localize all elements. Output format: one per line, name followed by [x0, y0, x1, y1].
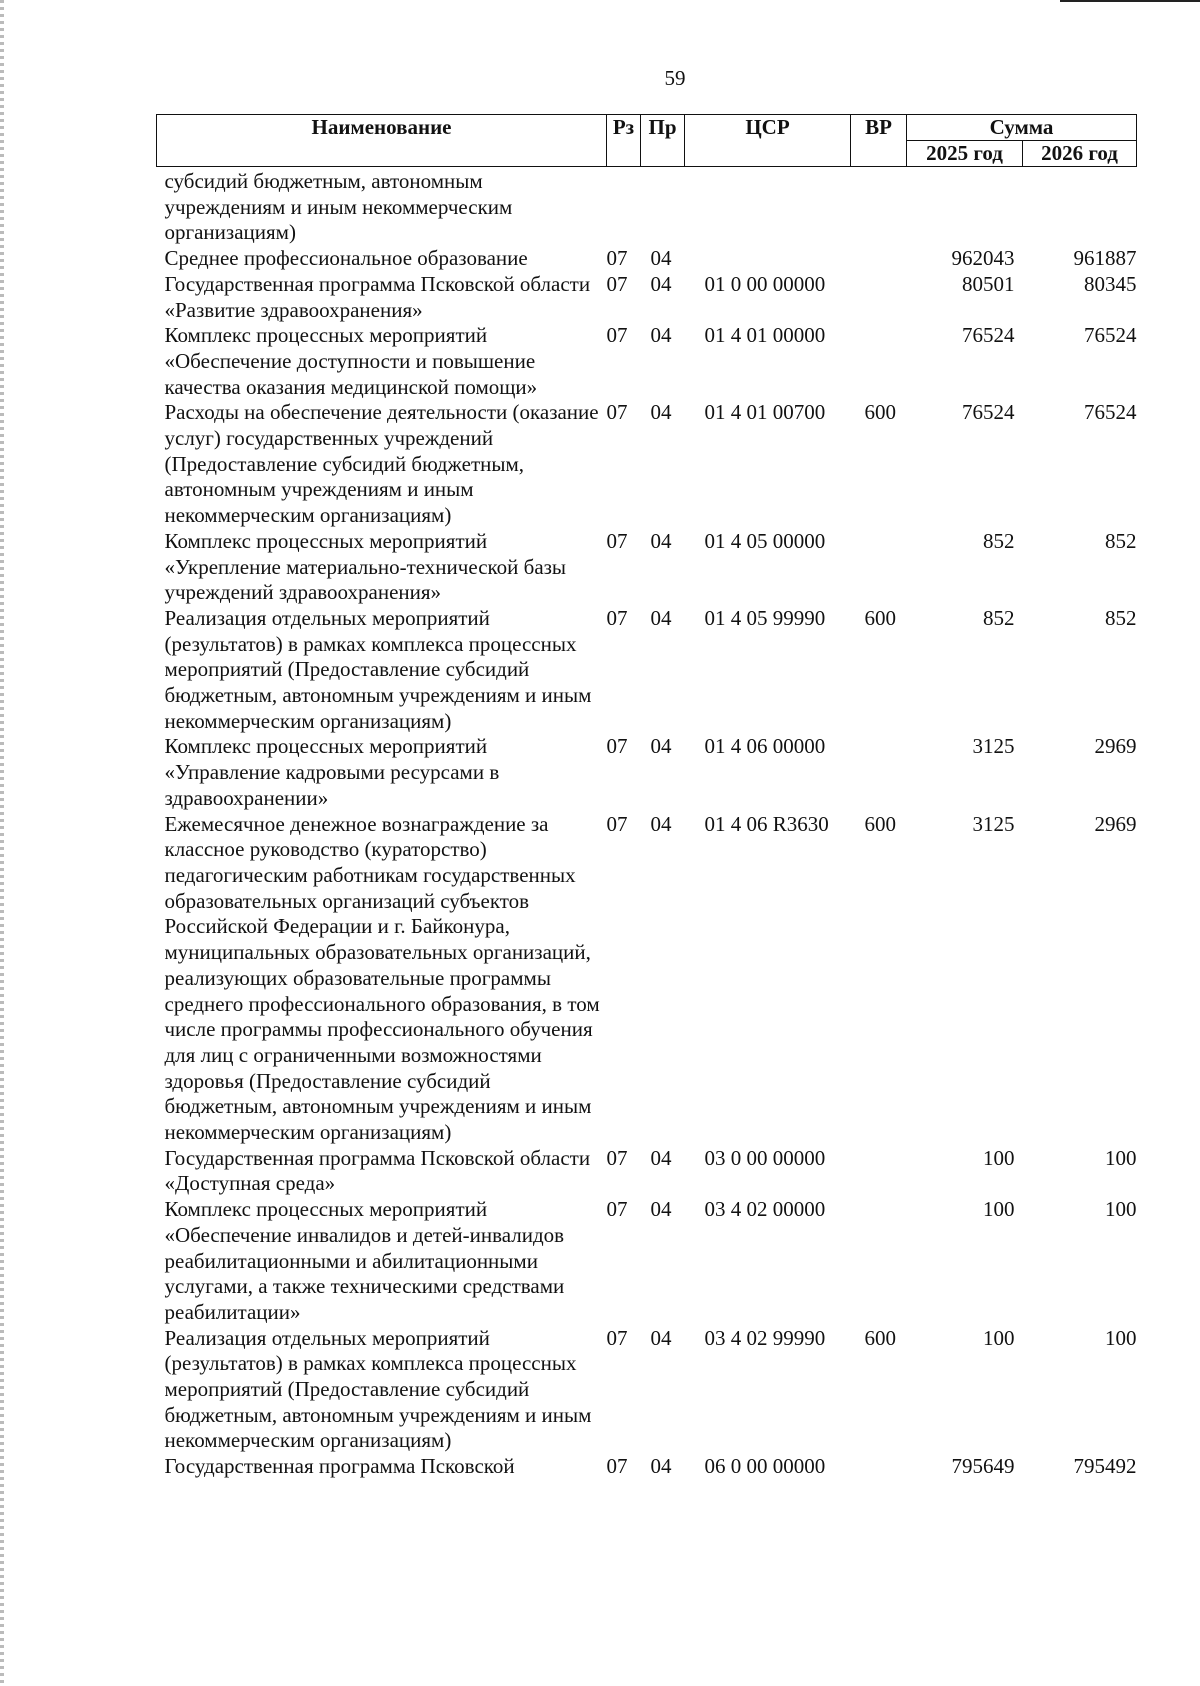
row-rz: 07	[606, 246, 628, 271]
row-csr	[685, 167, 851, 247]
row-csr: 01 4 01 00700	[704, 400, 826, 425]
row-name: Реализация отдельных мероприятий (результатов) в рамках комплекса процессных мероприятий (Предоставление субсидий бюджетным, автономным учреждениям и иным некоммерческим организациям)	[164, 1325, 592, 1453]
row-name: Ежемесячное денежное вознаграждение за классное руководство (кураторство) педагогическим работникам государственных образовательных организаций субъектов Российской Федерации и г. Байконура, муниципальных образовательных организаций, реализующих образовательные программы среднего профессионального образования, в том числе программы профессионального обучения для лиц с ограниченными возможностями здоровья (Предоставление субсидий бюджетным, автономным учреждениям и иным некоммерческим организациям)	[164, 811, 600, 1145]
row-name: Государственная программа Псковской	[164, 1454, 515, 1479]
row-sum-2025: 3125	[972, 811, 1015, 836]
table-header	[157, 115, 1137, 167]
row-csr	[685, 246, 851, 272]
row-pr: 04	[650, 246, 672, 271]
row-name: Реализация отдельных мероприятий (результатов) в рамках комплекса процессных мероприятий (Предоставление субсидий бюджетным, автономным учреждениям и иным некоммерческим организациям)	[164, 605, 592, 733]
row-sum-2025: 100	[983, 1325, 1015, 1350]
row-vr	[851, 167, 907, 247]
table-row	[157, 1146, 1137, 1197]
row-sum-2025: 852	[983, 528, 1015, 553]
row-sum-2026: 100	[1105, 1325, 1137, 1350]
header-csr: ЦСР	[685, 115, 851, 167]
table-row	[157, 1454, 1137, 1480]
header-name: Наименование	[157, 115, 607, 167]
row-rz: 07	[606, 605, 628, 630]
row-sum-2026: 76524	[1084, 323, 1137, 348]
row-rz	[607, 167, 641, 247]
row-name: Комплекс процессных мероприятий «Укрепление материально-технической базы учреждений здравоохранения»	[164, 528, 567, 605]
scan-artifact-line	[1060, 0, 1200, 2]
budget-table	[156, 114, 1137, 1480]
row-sum-2026: 100	[1105, 1197, 1137, 1222]
row-name: Комплекс процессных мероприятий «Обеспечение доступности и повышение качества оказания медицинской помощи»	[164, 323, 538, 399]
header-year-2025: 2025 год	[907, 141, 1023, 167]
row-vr: 600	[864, 1325, 896, 1350]
row-name: Государственная программа Псковской области «Доступная среда»	[164, 1145, 591, 1196]
row-vr	[851, 1146, 907, 1197]
row-name: субсидий бюджетным, автономным учреждениям и иным некоммерческим организациям)	[164, 169, 513, 245]
row-rz: 07	[606, 1197, 628, 1222]
row-vr	[851, 272, 907, 323]
row-csr: 01 0 00 00000	[704, 271, 826, 296]
header-rz: Рз	[607, 115, 641, 167]
row-sum-2026: 76524	[1084, 400, 1137, 425]
row-rz: 07	[606, 811, 628, 836]
row-vr	[851, 529, 907, 606]
row-pr: 04	[650, 323, 672, 348]
row-csr: 03 4 02 99990	[704, 1325, 826, 1350]
row-sum-2025: 795649	[951, 1454, 1015, 1479]
row-rz: 07	[606, 1454, 628, 1479]
row-sum-2026: 795492	[1073, 1454, 1137, 1479]
row-sum-2026: 2969	[1094, 811, 1137, 836]
row-name: Государственная программа Псковской области «Развитие здравоохранения»	[164, 271, 591, 322]
row-sum-2026	[1023, 167, 1137, 247]
row-rz: 07	[606, 271, 628, 296]
table-row	[157, 812, 1137, 1146]
row-csr: 03 0 00 00000	[704, 1145, 826, 1170]
row-sum-2026: 2969	[1094, 734, 1137, 759]
row-sum-2025: 100	[983, 1197, 1015, 1222]
row-sum-2026: 961887	[1073, 246, 1137, 271]
row-rz: 07	[606, 734, 628, 759]
row-pr: 04	[650, 271, 672, 296]
row-csr: 01 4 06 R3630	[704, 811, 829, 836]
row-vr	[851, 1197, 907, 1326]
row-sum-2025	[907, 167, 1023, 247]
row-sum-2025: 100	[983, 1145, 1015, 1170]
row-sum-2026: 852	[1105, 605, 1137, 630]
row-rz: 07	[606, 323, 628, 348]
row-vr	[851, 323, 907, 400]
table-row	[157, 400, 1137, 529]
row-rz: 07	[606, 400, 628, 425]
row-sum-2026: 852	[1105, 528, 1137, 553]
row-vr	[851, 246, 907, 272]
table-row	[157, 323, 1137, 400]
row-csr: 03 4 02 00000	[704, 1197, 826, 1222]
row-sum-2025: 3125	[972, 734, 1015, 759]
row-pr: 04	[650, 605, 672, 630]
row-vr: 600	[864, 400, 896, 425]
table-body	[157, 167, 1137, 1480]
row-rz: 07	[606, 1325, 628, 1350]
table-row	[157, 1326, 1137, 1455]
header-pr: Пр	[641, 115, 685, 167]
table-row	[157, 734, 1137, 811]
row-csr: 01 4 05 99990	[704, 605, 826, 630]
table-row	[157, 529, 1137, 606]
row-rz: 07	[606, 528, 628, 553]
table-row	[157, 1197, 1137, 1326]
table-row	[157, 246, 1137, 272]
row-name: Комплекс процессных мероприятий «Управление кадровыми ресурсами в здравоохранении»	[164, 734, 500, 810]
row-sum-2025: 80501	[962, 271, 1015, 296]
header-vr: ВР	[851, 115, 907, 167]
row-pr: 04	[650, 734, 672, 759]
row-sum-2025: 76524	[962, 400, 1015, 425]
row-sum-2025: 852	[983, 605, 1015, 630]
table-row	[157, 606, 1137, 735]
row-rz: 07	[606, 1145, 628, 1170]
row-pr: 04	[650, 1197, 672, 1222]
row-sum-2025: 962043	[951, 246, 1015, 271]
row-sum-2025: 76524	[962, 323, 1015, 348]
row-csr: 06 0 00 00000	[704, 1454, 826, 1479]
header-year-2026: 2026 год	[1023, 141, 1137, 167]
row-csr: 01 4 05 00000	[704, 528, 826, 553]
row-name: Среднее профессиональное образование	[164, 246, 528, 271]
row-vr: 600	[864, 605, 896, 630]
row-pr: 04	[650, 811, 672, 836]
row-name: Расходы на обеспечение деятельности (оказание услуг) государственных учреждений (Предоставление субсидий бюджетным, автономным учреждениям и иным некоммерческим организациям)	[164, 400, 599, 528]
row-sum-2026: 80345	[1084, 271, 1137, 296]
row-pr: 04	[650, 1454, 672, 1479]
table-row	[157, 167, 1137, 247]
row-pr: 04	[650, 400, 672, 425]
row-pr: 04	[650, 1145, 672, 1170]
table-row	[157, 272, 1137, 323]
row-name: Комплекс процессных мероприятий «Обеспечение инвалидов и детей-инвалидов реабилитационными и абилитационными услугами, а также техническими средствами реабилитации»	[164, 1197, 565, 1324]
header-sum: Сумма	[907, 115, 1137, 141]
page-number: 59	[664, 66, 686, 90]
row-vr	[851, 1454, 907, 1480]
scan-artifact-edge	[0, 0, 4, 1686]
row-csr: 01 4 06 00000	[704, 734, 826, 759]
row-vr	[851, 734, 907, 811]
row-sum-2026: 100	[1105, 1145, 1137, 1170]
row-vr: 600	[864, 811, 896, 836]
row-pr	[641, 167, 685, 247]
row-csr: 01 4 01 00000	[704, 323, 826, 348]
row-pr: 04	[650, 1325, 672, 1350]
row-pr: 04	[650, 528, 672, 553]
